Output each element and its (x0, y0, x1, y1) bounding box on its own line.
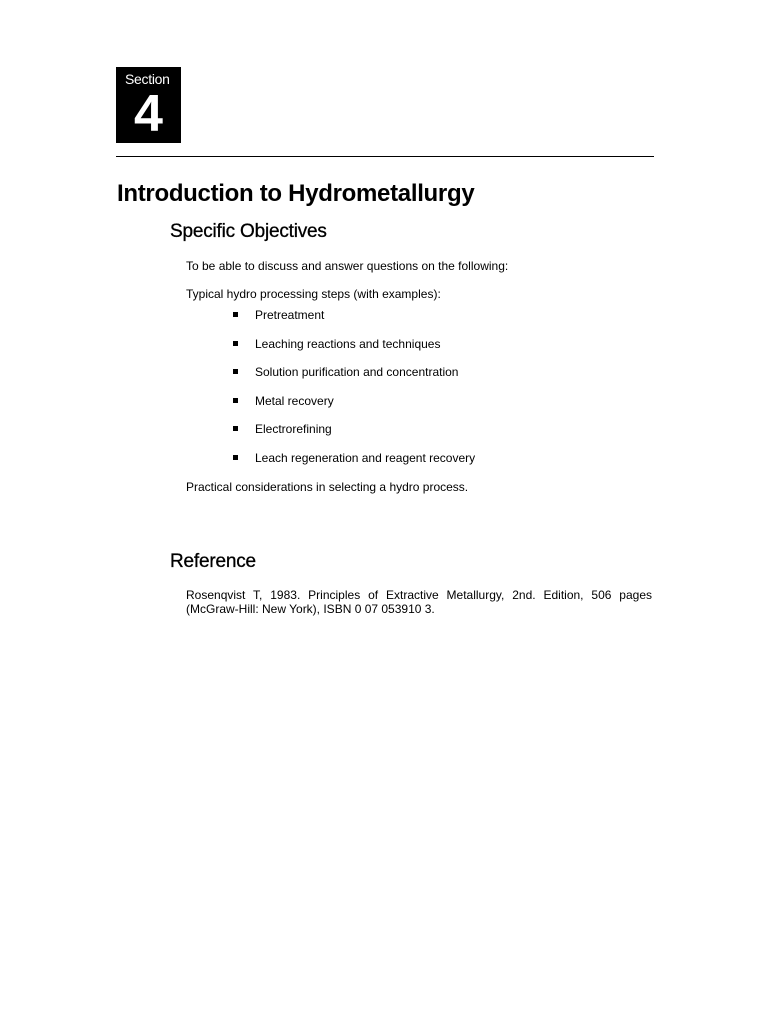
list-item-text: Solution purification and concentration (255, 365, 459, 379)
list-item-text: Electrorefining (255, 422, 332, 436)
section-label: Section (125, 71, 170, 87)
bullet-icon (233, 369, 238, 374)
list-item-text: Leach regeneration and reagent recovery (255, 451, 476, 465)
bullet-icon (233, 341, 238, 346)
page-title: Introduction to Hydrometallurgy (117, 180, 475, 207)
bullet-icon (233, 312, 238, 317)
header-divider (116, 156, 654, 157)
objectives-intro: To be able to discuss and answer questions on the following: (186, 259, 509, 273)
section-number: 4 (134, 85, 163, 143)
list-item-text: Pretreatment (255, 308, 325, 322)
list-item-text: Leaching reactions and techniques (255, 337, 441, 351)
reference-citation: Rosenqvist T, 1983. Principles of Extractive Metallurgy, 2nd. Edition, 506 pages (McGraw-Hill: New York), ISBN 0 07 053910 3. (186, 588, 652, 616)
section-badge (116, 67, 181, 143)
bullet-icon (233, 426, 238, 431)
processing-steps-label: Typical hydro processing steps (with examples): (186, 287, 441, 301)
reference-heading: Reference (170, 551, 256, 572)
objectives-heading: Specific Objectives (170, 221, 327, 242)
bullet-icon (233, 455, 238, 460)
bullet-icon (233, 398, 238, 403)
list-item-text: Metal recovery (255, 394, 334, 408)
objectives-closing: Practical considerations in selecting a hydro process. (186, 480, 469, 494)
